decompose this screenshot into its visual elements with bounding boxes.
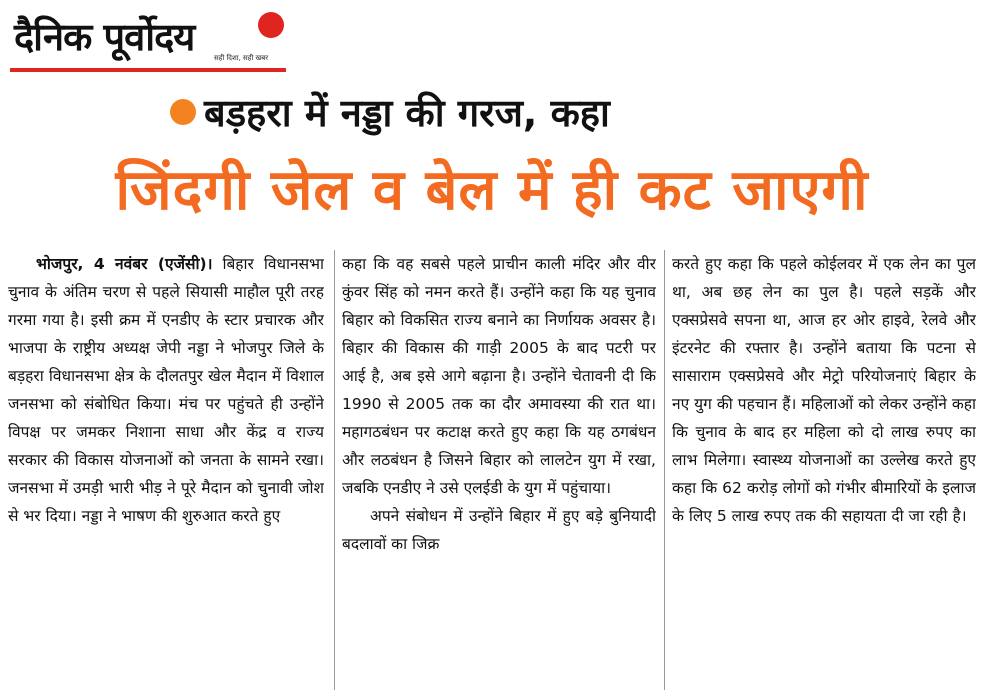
column-2-text: कहा कि वह सबसे पहले प्राचीन काली मंदिर और वीर कुंवर सिंह को नमन करते हैं। उन्होंने कहा कि यह चुनाव बिहार को विकसित राज्य बनाने का निर्णायक अवसर है। बिहार की विकास की गाड़ी 2005 के बाद पटरी पर आई है, अब इसे आगे बढ़ाना है। उन्होंने चेतावनी दी कि 1990 से 2005 तक का दौर अमावस्या की रात था। महागठबंधन पर कटाक्ष करते हुए कहा कि यह ठगबंधन और लठबंधन है जिसने बिहार को लालटेन युग में रखा, जबकि एनडीए ने उसे एलईडी के युग में पहुंचाया। <box>342 255 656 497</box>
brand-seal-icon <box>258 12 284 38</box>
tagline: सही दिशा, सही खबर <box>214 54 269 62</box>
column-divider <box>664 250 665 690</box>
column-2 <box>342 250 656 690</box>
column-1 <box>8 250 324 690</box>
column-divider <box>334 250 335 690</box>
masthead <box>10 4 286 72</box>
column-3-text: करते हुए कहा कि पहले कोईलवर में एक लेन का पुल था, अब छह लेन का पुल है। पहले सड़कें और एक्सप्रेसवे सपना था, आज हर ओर हाइवे, रेलवे और इंटरनेट की रफ्तार है। उन्होंने बताया कि पटना से सासाराम एक्सप्रेसवे और मेट्रो परियोजनाएं बिहार के नए युग की पहचान हैं। महिलाओं को लेकर उन्होंने कहा कि चुनाव के बाद हर महिला को दो लाख रुपए का लाभ मिलेगा। स्वास्थ्य योजनाओं का उल्लेख करते हुए कहा कि 62 करोड़ लोगों को गंभीर बीमारियों के इलाज के लिए 5 लाख रुपए तक की सहायता दी जा रही है। <box>672 255 976 525</box>
kicker: बड़हरा में नड्डा की गरज, कहा <box>204 91 610 135</box>
headline: जिंदगी जेल व बेल में ही कट जाएगी <box>115 158 869 223</box>
column-3 <box>672 250 976 690</box>
column-2-paragraph-2: अपने संबोधन में उन्होंने बिहार में हुए बड़े बुनियादी बदलावों का जिक्र <box>342 507 656 553</box>
brand-logo-text: दैनिक पूर्वोदय <box>14 15 195 59</box>
kicker-row <box>170 84 890 140</box>
column-1-text: बिहार विधानसभा चुनाव के अंतिम चरण से पहले सियासी माहौल पूरी तरह गरमा गया है। इसी क्रम में एनडीए के स्टार प्रचारक और भाजपा के राष्ट्रीय अध्यक्ष जेपी नड्डा ने भोजपुर जिले के बड़हरा विधानसभा क्षेत्र के दौलतपुर खेल मैदान में विशाल जनसभा को संबोधित किया। मंच पर पहुंचते ही उन्होंने विपक्ष पर जमकर निशाना साधा और केंद्र व राज्य सरकार की विकास योजनाओं को जनता के सामने रखा। जनसभा में उमड़ी भारी भीड़ ने पूरे मैदान को चुनावी जोश से भर दिया। नड्डा ने भाषण की शुरुआत करते हुए <box>8 255 324 525</box>
article-body <box>8 250 976 690</box>
dateline: भोजपुर, 4 नवंबर (एजेंसी)। <box>36 255 213 273</box>
bullet-icon <box>170 99 196 125</box>
masthead-rule <box>10 68 286 72</box>
